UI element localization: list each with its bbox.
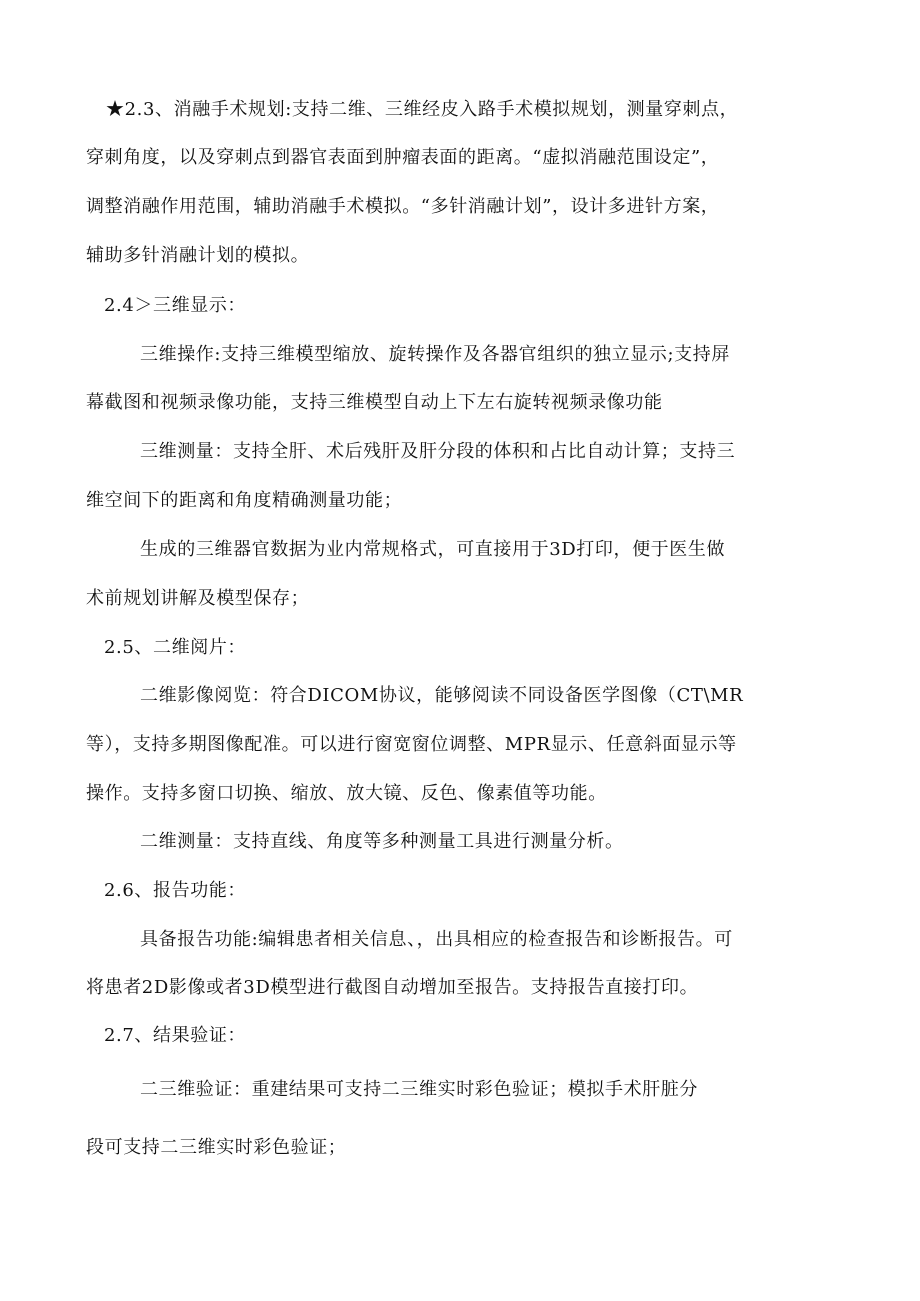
paragraph-verify-line-2: 段可支持二三维实时彩色验证； [86,1137,347,1158]
paragraph-3d-operation-line-1: 三维操作:支持三维模型缩放、旋转操作及各器官组织的独立显示;支持屏 [140,344,730,365]
section-2-6-heading: 2.6、报告功能： [104,880,247,901]
paragraph-3d-data-line-1: 生成的三维器官数据为业内常规格式，可直接用于3D打印，便于医生做 [140,539,726,560]
paragraph-2d-view-line-3: 操作。支持多窗口切换、缩放、放大镜、反色、像素值等功能。 [86,783,607,804]
paragraph-2d-view-line-2: 等），支持多期图像配准。可以进行窗宽窗位调整、MPR显示、任意斜面显示等 [86,734,737,755]
section-2-4-heading: 2.4＞三维显示： [104,295,247,316]
paragraph-3d-data-line-2: 术前规划讲解及模型保存； [86,588,310,609]
section-2-3-line-2: 穿刺角度，以及穿刺点到器官表面到肿瘤表面的距离。“虚拟消融范围设定”， [86,147,720,168]
paragraph-2d-measure: 二维测量：支持直线、角度等多种测量工具进行测量分析。 [140,831,624,852]
paragraph-3d-operation-line-2: 幕截图和视频录像功能，支持三维模型自动上下左右旋转视频录像功能 [86,392,663,413]
section-2-5-heading: 2.5、二维阅片： [104,637,247,658]
paragraph-2d-view-line-1: 二维影像阅览：符合DICOM协议，能够阅读不同设备医学图像（CT\MR [140,685,744,706]
paragraph-report-line-2: 将患者2D影像或者3D模型进行截图自动增加至报告。支持报告直接打印。 [86,977,699,998]
section-2-3-line-3: 调整消融作用范围，辅助消融手术模拟。“多针消融计划”，设计多进针方案， [86,196,720,217]
paragraph-3d-measure-line-2: 维空间下的距离和角度精确测量功能； [86,490,403,511]
paragraph-report-line-1: 具备报告功能:编辑患者相关信息、，出具相应的检查报告和诊断报告。可 [140,929,733,950]
section-2-3-line-4: 辅助多针消融计划的模拟。 [86,245,310,266]
section-2-7-heading: 2.7、结果验证： [104,1025,247,1046]
section-2-3-line-1: ★2.3、消融手术规划:支持二维、三维经皮入路手术模拟规划，测量穿刺点， [106,99,739,120]
paragraph-verify-line-1: 二三维验证：重建结果可支持二三维实时彩色验证；模拟手术肝脏分 [140,1079,698,1100]
paragraph-3d-measure-line-1: 三维测量：支持全肝、术后残肝及肝分段的体积和占比自动计算；支持三 [140,441,736,462]
